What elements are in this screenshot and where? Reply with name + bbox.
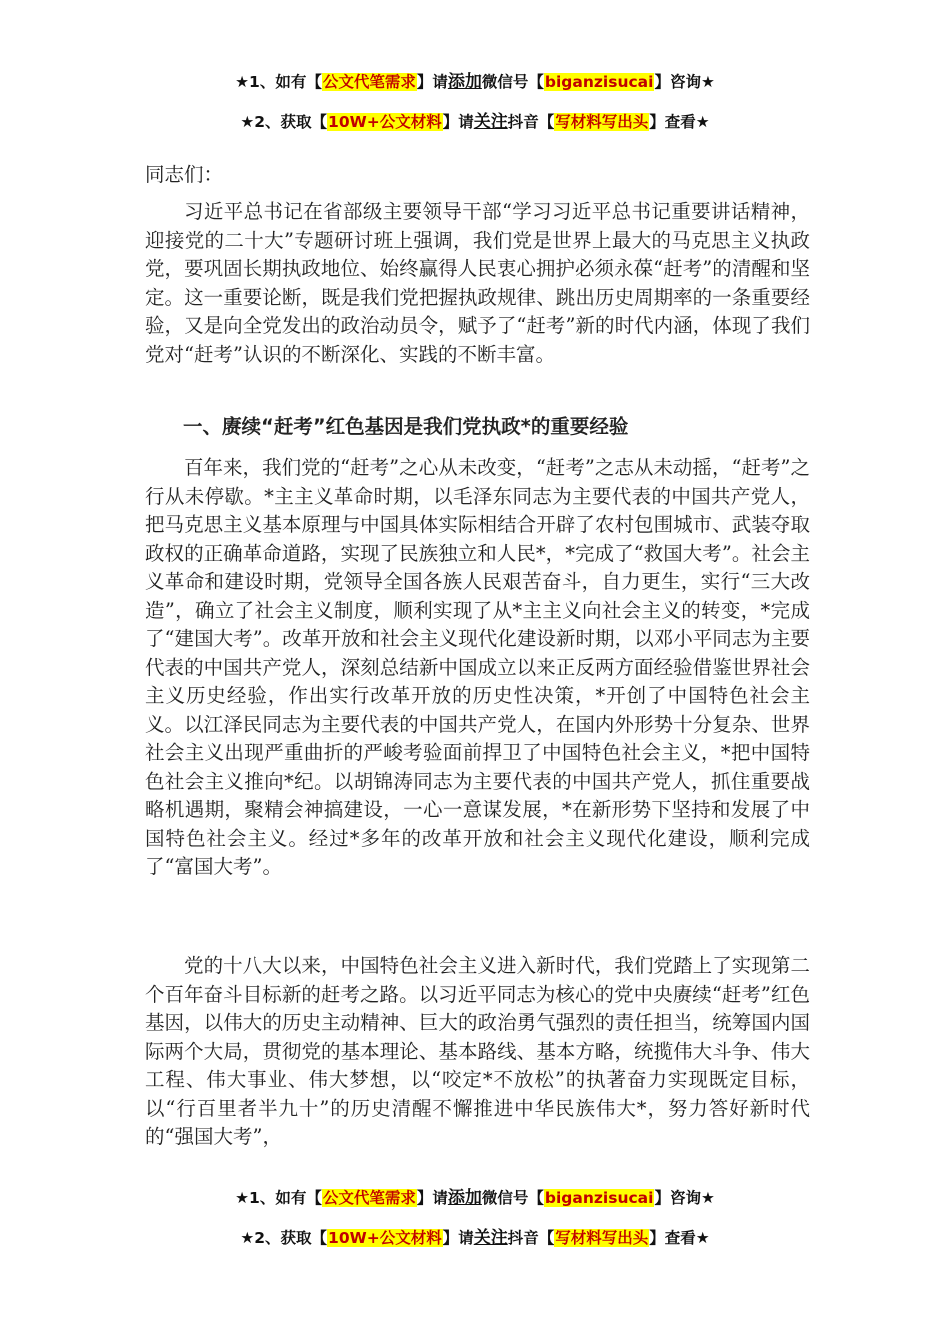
ad-text: 抖音【 [507,113,555,131]
paragraph-history: 百年来，我们党的“赶考”之心从未改变，“赶考”之志从未动摇，“赶考”之行从未停歇。*主主义革命时期，以毛泽东同志为主要代表的中国共产党人，把马克思主义基本原理与中国具体实际相结合开辟了农村包围城市、武装夺取政权的正确革命道路，实现了民族独立和人民*，*完成了“救国大考”。社会主义革命和建设时期，党领导全国各族人民艰苦奋斗，自力更生，实行“三大改造”，确立了社会主义制度，顺利实现了从*主主义向社会主义的转变，*完成了“建国大考”。改革开放和社会主义现代化建设新时期，以邓小平同志为主要代表的中国共产党人，深刻总结新中国成立以来正反两方面经验借鉴世界社会主义历史经验，作出实行改革开放的历史性决策，*开创了中国特色社会主义。以江泽民同志为主要代表的中国共产党人，在国内外形势十分复杂、世界社会主义出现严重曲折的严峻考验面前捍卫了中国特色社会主义，*把中国特色社会主义推向*纪。以胡锦涛同志为主要代表的中国共产党人，抓住重要战略机遇期，聚精会神搞建设，一心一意谋发展，*在新形势下坚持和发展了中国特色社会主义。经过*多年的改革开放和社会主义现代化建设，顺利完成了“富国大考”。 [145,456,810,878]
ad-highlight-wechat-id: biganzisucai [544,73,654,91]
paragraph-intro: 习近平总书记在省部级主要领导干部“学习习近平总书记重要讲话精神，迎接党的二十大”专题研讨班上强调，我们党是世界上最大的马克思主义执政党，要巩固长期执政地位、始终赢得人民衷心拥护必须永葆“赶考”的清醒和坚定。这一重要论断，既是我们党把握执政规律、跳出历史周期率的一条重要经验，又是向全党发出的政治动员令，赋予了“赶考”新的时代内涵，体现了我们党对“赶考”认识的不断深化、实践的不断丰富。 [145,200,810,366]
ad-text: 】请 [442,1229,474,1247]
ad-text: 2、获取【 [254,1229,328,1247]
ad-underlined-action: 关注 [473,112,508,132]
ad-text: 微信号【 [481,1189,544,1207]
ad-text: 微信号【 [481,73,544,91]
ad-text: 1、如有【 [249,1189,322,1207]
ad-highlight-wechat-id: biganzisucai [544,1189,654,1207]
ad-text-end: 】查看★ [649,1229,710,1247]
ad-text: 抖音【 [507,1229,555,1247]
section-heading-1: 一、赓续“赶考”红色基因是我们党执政*的重要经验 [183,415,629,438]
top-ad-line-1 [0,72,950,92]
ad-underlined-action: 添加 [447,1188,482,1208]
ad-underlined-action: 添加 [447,72,482,92]
ad-text: 2、获取【 [254,113,328,131]
ad-highlight-douyin-account: 写材料写出头 [555,113,649,131]
ad-highlight-service: 公文代笔需求 [322,73,416,91]
ad-highlight-materials: 10W+公文材料 [328,1229,442,1247]
ad-text: 1、如有【 [249,73,322,91]
ad-text: 】请 [416,1189,448,1207]
ad-underlined-action: 关注 [473,1228,508,1248]
ad-text: 】请 [442,113,474,131]
salutation: 同志们： [145,163,224,186]
star-icon: ★ [235,73,250,91]
paragraph-new-era: 党的十八大以来，中国特色社会主义进入新时代，我们党踏上了实现第二个百年奋斗目标新的赶考之路。以习近平同志为核心的党中央赓续“赶考”红色基因，以伟大的历史主动精神、巨大的政治勇气强烈的责任担当，统筹国内国际两个大局，贯彻党的基本理论、基本路线、基本方略，统揽伟大斗争、伟大工程、伟大事业、伟大梦想，以“咬定*不放松”的执著奋力实现既定目标，以“行百里者半九十”的历史清醒不懈推进中华民族伟大*，努力答好新时代的“强国大考”， [145,954,810,1148]
top-ad-line-2 [0,112,950,132]
star-icon: ★ [235,1189,250,1207]
star-icon: ★ [240,1229,255,1247]
bottom-ad-line-1 [0,1188,950,1208]
ad-text: 】请 [416,73,448,91]
ad-highlight-service: 公文代笔需求 [322,1189,416,1207]
ad-text-end: 】咨询★ [654,73,715,91]
bottom-ad-line-2 [0,1228,950,1248]
ad-highlight-douyin-account: 写材料写出头 [555,1229,649,1247]
ad-highlight-materials: 10W+公文材料 [328,113,442,131]
star-icon: ★ [240,113,255,131]
ad-text-end: 】咨询★ [654,1189,715,1207]
ad-text-end: 】查看★ [649,113,710,131]
